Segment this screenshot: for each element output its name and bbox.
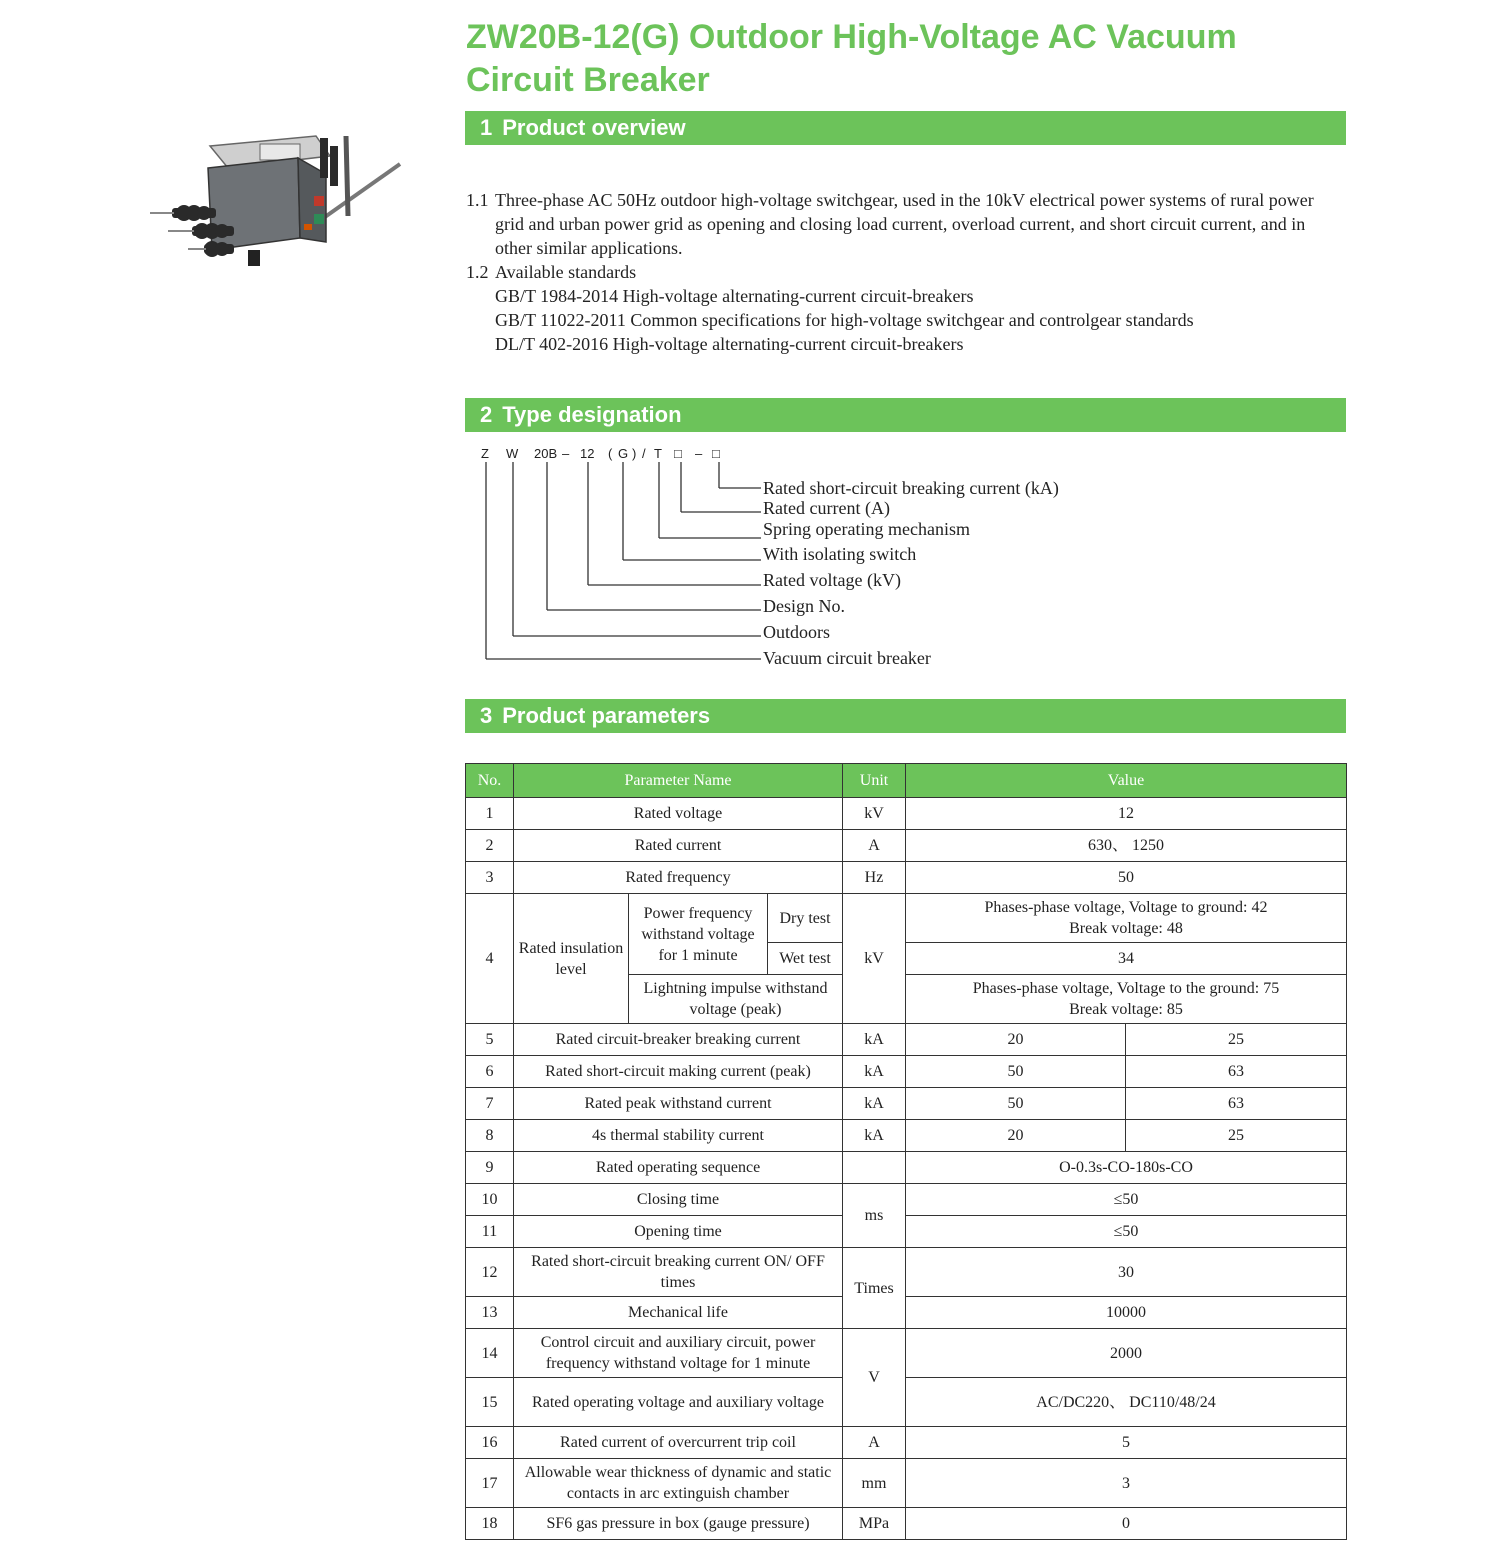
overview-item: 1.1 Three-phase AC 50Hz outdoor high-voltage switchgear, used in the 10kV electrical power systems of rural power grid and urban power grid as opening and closing load current, overload current, and short circuit current, and in other similar applications. — [466, 190, 1314, 258]
table-cell: 11 — [466, 1216, 514, 1248]
table-cell: Power frequency withstand voltage for 1 minute — [629, 894, 768, 975]
table-cell: kA — [843, 1024, 906, 1056]
table-cell: kA — [843, 1056, 906, 1088]
designation-label: Rated voltage (kV) — [763, 570, 901, 590]
table-cell: 5 — [906, 1427, 1347, 1459]
table-cell: kA — [843, 1120, 906, 1152]
table-cell: 6 — [466, 1056, 514, 1088]
table-cell: 20 — [906, 1120, 1126, 1152]
table-cell: 3 — [466, 862, 514, 894]
table-cell: Rated short-circuit breaking current ON/ OFF times — [514, 1248, 843, 1297]
table-row — [466, 1427, 1347, 1459]
code-char: 20B — [534, 446, 558, 461]
code-char: G — [618, 446, 629, 461]
table-cell: Mechanical life — [514, 1297, 843, 1329]
table-row — [466, 1297, 1347, 1329]
code-char: T — [654, 446, 662, 461]
table-cell: V — [843, 1329, 906, 1427]
table-row — [466, 862, 1347, 894]
table-cell: 25 — [1126, 1024, 1347, 1056]
table-cell: 1 — [466, 798, 514, 830]
designation-label: Vacuum circuit breaker — [763, 648, 931, 668]
table-cell: 15 — [466, 1378, 514, 1427]
table-cell — [843, 1152, 906, 1184]
table-cell: 4 — [466, 894, 514, 1024]
code-char: W — [506, 446, 519, 461]
table-row — [466, 1378, 1347, 1427]
table-cell: Rated insulation level — [514, 894, 629, 1024]
table-cell: Opening time — [514, 1216, 843, 1248]
section-header-overview: 1 Product overview — [465, 111, 1346, 145]
table-cell: Wet test — [768, 943, 843, 975]
table-cell: ≤50 — [906, 1184, 1347, 1216]
table-cell: 25 — [1126, 1120, 1347, 1152]
table-cell: 5 — [466, 1024, 514, 1056]
table-cell: Allowable wear thickness of dynamic and static contacts in arc extinguish chamber — [514, 1459, 843, 1508]
table-row — [466, 894, 1347, 943]
table-cell: 12 — [466, 1248, 514, 1297]
code-char: □ — [712, 446, 720, 461]
overview-item: 1.2 Available standards — [466, 262, 637, 282]
table-cell: Rated voltage — [514, 798, 843, 830]
table-cell: 18 — [466, 1508, 514, 1540]
table-row — [466, 1056, 1347, 1088]
designation-label: With isolating switch — [763, 544, 917, 564]
section-header-type: 2 Type designation — [465, 398, 1346, 432]
table-cell: Rated operating sequence — [514, 1152, 843, 1184]
table-row — [466, 830, 1347, 862]
table-cell: Rated operating voltage and auxiliary voltage — [514, 1378, 843, 1427]
table-cell: Control circuit and auxiliary circuit, power frequency withstand voltage for 1 minute — [514, 1329, 843, 1378]
table-cell: 3 — [906, 1459, 1347, 1508]
table-cell: 9 — [466, 1152, 514, 1184]
table-cell: Dry test — [768, 894, 843, 943]
table-cell: 50 — [906, 862, 1347, 894]
code-char: – — [562, 446, 570, 461]
table-cell: Rated current — [514, 830, 843, 862]
table-cell: 10 — [466, 1184, 514, 1216]
table-cell: MPa — [843, 1508, 906, 1540]
table-cell: 34 — [906, 943, 1347, 975]
standard-item: GB/T 11022-2011 Common specifications for high-voltage switchgear and controlgear standards — [495, 310, 1194, 330]
table-cell: Rated peak withstand current — [514, 1088, 843, 1120]
table-cell: Phases-phase voltage, Voltage to ground: 42 Break voltage: 48 — [906, 894, 1347, 943]
table-cell: 8 — [466, 1120, 514, 1152]
table-cell: AC/DC220、 DC110/48/24 — [906, 1378, 1347, 1427]
header-unit: Unit — [843, 764, 906, 798]
table-cell: Rated circuit-breaker breaking current — [514, 1024, 843, 1056]
table-cell: 63 — [1126, 1056, 1347, 1088]
table-cell: A — [843, 830, 906, 862]
page-title: ZW20B-12(G) Outdoor High-Voltage AC Vacuum Circuit Breaker — [466, 18, 1237, 99]
table-cell: 50 — [906, 1088, 1126, 1120]
table-cell: SF6 gas pressure in box (gauge pressure) — [514, 1508, 843, 1540]
table-cell: Hz — [843, 862, 906, 894]
code-char: 12 — [580, 446, 595, 461]
table-cell: kV — [843, 894, 906, 1024]
code-char: / — [642, 446, 646, 461]
header-value: Value — [906, 764, 1347, 798]
table-cell: 2 — [466, 830, 514, 862]
table-cell: 20 — [906, 1024, 1126, 1056]
table-row — [466, 798, 1347, 830]
table-cell: Rated short-circuit making current (peak) — [514, 1056, 843, 1088]
header-name: Parameter Name — [514, 764, 843, 798]
table-row — [466, 1024, 1347, 1056]
table-cell: 50 — [906, 1056, 1126, 1088]
table-row — [466, 1459, 1347, 1508]
header-no: No. — [466, 764, 514, 798]
type-designation-diagram — [465, 440, 1165, 675]
table-cell: Closing time — [514, 1184, 843, 1216]
code-char: Z — [481, 446, 489, 461]
table-cell: Times — [843, 1248, 906, 1329]
designation-label: Design No. — [763, 596, 845, 616]
table-row — [466, 1329, 1347, 1378]
overview-text — [466, 188, 1346, 356]
table-row — [466, 1184, 1347, 1216]
table-cell: 7 — [466, 1088, 514, 1120]
table-cell: Lightning impulse withstand voltage (peak) — [629, 975, 843, 1024]
section-header-parameters: 3 Product parameters — [465, 699, 1346, 733]
table-cell: Rated current of overcurrent trip coil — [514, 1427, 843, 1459]
table-row — [466, 1508, 1347, 1540]
table-row — [466, 1088, 1347, 1120]
code-char: □ — [674, 446, 682, 461]
designation-label: Rated short-circuit breaking current (kA) — [763, 478, 1059, 498]
table-cell: 4s thermal stability current — [514, 1120, 843, 1152]
standard-item: GB/T 1984-2014 High-voltage alternating-current circuit-breakers — [495, 286, 974, 306]
table-cell: 14 — [466, 1329, 514, 1378]
table-cell: 13 — [466, 1297, 514, 1329]
table-cell: 10000 — [906, 1297, 1347, 1329]
table-cell: 17 — [466, 1459, 514, 1508]
table-cell: 16 — [466, 1427, 514, 1459]
table-cell: 63 — [1126, 1088, 1347, 1120]
table-cell: Phases-phase voltage, Voltage to the ground: 75 Break voltage: 85 — [906, 975, 1347, 1024]
table-row — [466, 1152, 1347, 1184]
code-char: ) — [632, 446, 637, 461]
table-cell: 630、 1250 — [906, 830, 1347, 862]
standard-item: DL/T 402-2016 High-voltage alternating-current circuit-breakers — [495, 334, 964, 354]
table-row — [466, 1120, 1347, 1152]
designation-label: Spring operating mechanism — [763, 519, 970, 539]
table-header-row — [466, 764, 1347, 798]
designation-label: Outdoors — [763, 622, 830, 642]
product-image — [148, 126, 406, 271]
table-cell: 2000 — [906, 1329, 1347, 1378]
table-cell: Rated frequency — [514, 862, 843, 894]
table-cell: A — [843, 1427, 906, 1459]
table-cell: O-0.3s-CO-180s-CO — [906, 1152, 1347, 1184]
table-cell: ≤50 — [906, 1216, 1347, 1248]
table-cell: kA — [843, 1088, 906, 1120]
table-cell: 12 — [906, 798, 1347, 830]
table-row — [466, 1216, 1347, 1248]
table-cell: kV — [843, 798, 906, 830]
code-char: – — [695, 446, 703, 461]
designation-label: Rated current (A) — [763, 498, 890, 518]
table-cell: 30 — [906, 1248, 1347, 1297]
parameters-table — [465, 763, 1347, 1540]
table-cell: ms — [843, 1184, 906, 1248]
table-cell: mm — [843, 1459, 906, 1508]
code-char: ( — [608, 446, 613, 461]
table-row — [466, 1248, 1347, 1297]
table-cell: 0 — [906, 1508, 1347, 1540]
